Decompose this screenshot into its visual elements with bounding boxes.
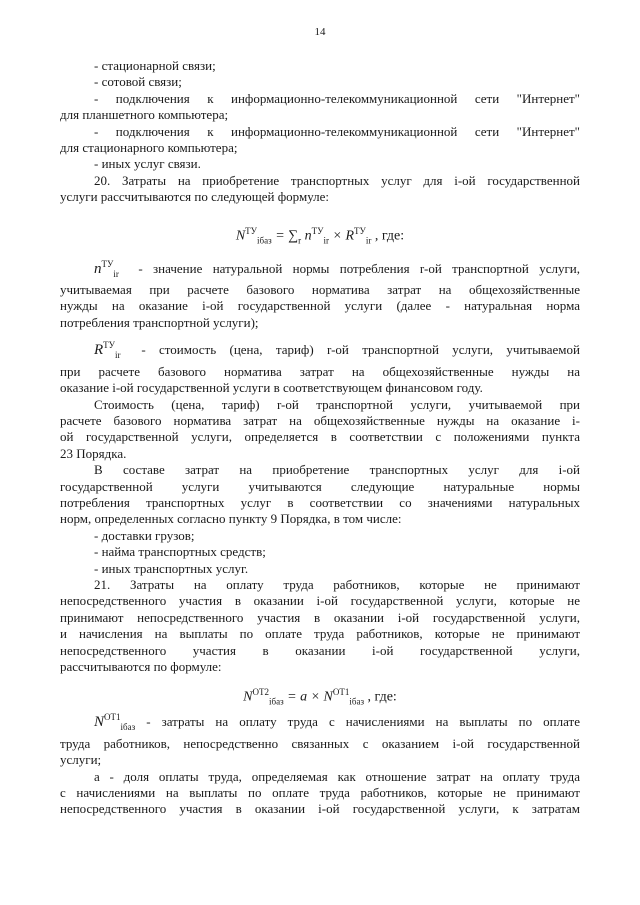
list-item: - подключения к информационно-телекоммуникационной сети "Интернет" xyxy=(94,90,580,106)
text-line: для стационарного компьютера; xyxy=(60,140,238,156)
text-line: и начисления на выплаты по оплате труда работников, которые не принимают xyxy=(60,626,580,642)
definition-line: $n^{ТУ}_{ir}$ - значение натуральной нормы потребления r-ой транспортной услуги, xyxy=(60,256,580,282)
text-line: норм, определенных согласно пункту 9 Порядка, в том числе: xyxy=(60,511,402,527)
paragraph-line: а - доля оплаты труда, определяемая как отношение затрат на оплату труда xyxy=(94,768,580,784)
list-item: - найма транспортных средств; xyxy=(94,544,266,560)
text-line: рассчитываются по формуле: xyxy=(60,659,222,674)
document-body xyxy=(60,58,580,818)
list-item: - стационарной связи; xyxy=(94,58,216,73)
list-item: - сотовой связи; xyxy=(94,74,182,90)
text-line: труда работников, непосредственно связанных с оказанием i-ой государственной xyxy=(60,735,580,751)
text-line: непосредственного участия в оказании i-ой государственной услуги, xyxy=(60,642,580,658)
paragraph-20-line: 20. Затраты на приобретение транспортных услуг для i-ой государственной xyxy=(94,172,580,188)
text-line: при расчете базового норматива затрат на общехозяйственные нужды на xyxy=(60,363,580,379)
paragraph-line: В составе затрат на приобретение транспортных услуг для i-ой xyxy=(94,462,580,478)
text-line: для планшетного компьютера; xyxy=(60,107,229,123)
formula-transport: $N^{ТУ}_{iбаз} = \sum_r$ $n^{ТУ}_{ir} \times R^{ТУ}_{ir}$ , где: xyxy=(235,225,405,246)
text-line: расчете базового норматива затрат на общехозяйственные нужды на оказание i- xyxy=(60,412,580,428)
text-line: ой государственной услуги, определяется в соответствии с положениями пункта xyxy=(60,429,580,445)
text-line: услуги рассчитываются по следующей формуле: xyxy=(60,189,330,205)
list-item: - подключения к информационно-телекоммуникационной сети "Интернет" xyxy=(94,123,580,139)
page-number: 14 xyxy=(314,26,326,38)
text-line: непосредственного участия в оказании i-ой государственной услуги, к затратам xyxy=(60,801,580,817)
list-item: - доставки грузов; xyxy=(94,527,195,543)
text-line: 23 Порядка. xyxy=(60,445,127,461)
definition-line: $N^{ОТ1}_{iбаз}$ - затраты на оплату труда с начислениями на выплаты по оплате xyxy=(60,709,580,735)
text-line: принимают непосредственного участия в оказании i-ой государственной услуги, xyxy=(60,609,580,625)
text-line: услуги; xyxy=(60,752,102,768)
text-line: с начислениями на выплаты по оплате труда работников, которые не принимают xyxy=(60,785,580,801)
formula-symbol: $N^{ОТ1}_{iбаз}$ xyxy=(94,712,136,733)
text-line: потребления транспортной услуги); xyxy=(60,314,259,330)
paragraph-21-line: 21. Затраты на оплату труда работников, которые не принимают xyxy=(94,576,580,592)
text-line: государственной услуги учитываются следующие натуральные нормы xyxy=(60,478,580,494)
text-line: потребления транспортных услуг в соответствии со значениями натуральных xyxy=(60,494,580,510)
formula-labor: $N^{ОТ2}_{iбаз} = a \times N^{ОТ1}_{iбаз}$ , где: xyxy=(243,687,397,707)
paragraph-line: Стоимость (цена, тариф) r-ой транспортной услуги, учитываемой при xyxy=(94,396,580,412)
list-item: - иных услуг связи. xyxy=(94,156,201,172)
text-line: учитываемая при расчете базового норматива затрат на общехозяйственные xyxy=(60,282,580,298)
definition-line: $R^{ТУ}_{ir}$ - стоимость (цена, тариф) r-ой транспортной услуги, учитываемой xyxy=(60,337,580,363)
formula-symbol: $R^{ТУ}_{ir}$ xyxy=(94,340,121,361)
formula-symbol: $n^{ТУ}_{ir}$ xyxy=(94,258,119,279)
text-line: оказание i-ой государственной услуги в соответствующем финансовом году. xyxy=(60,380,483,396)
text-line: нужды на оказание i-ой государственной услуги (далее - натуральная норма xyxy=(60,298,580,314)
list-item: - иных транспортных услуг. xyxy=(94,560,249,576)
text-line: непосредственного участия в оказании i-ой государственной услуги, которые не xyxy=(60,593,580,609)
